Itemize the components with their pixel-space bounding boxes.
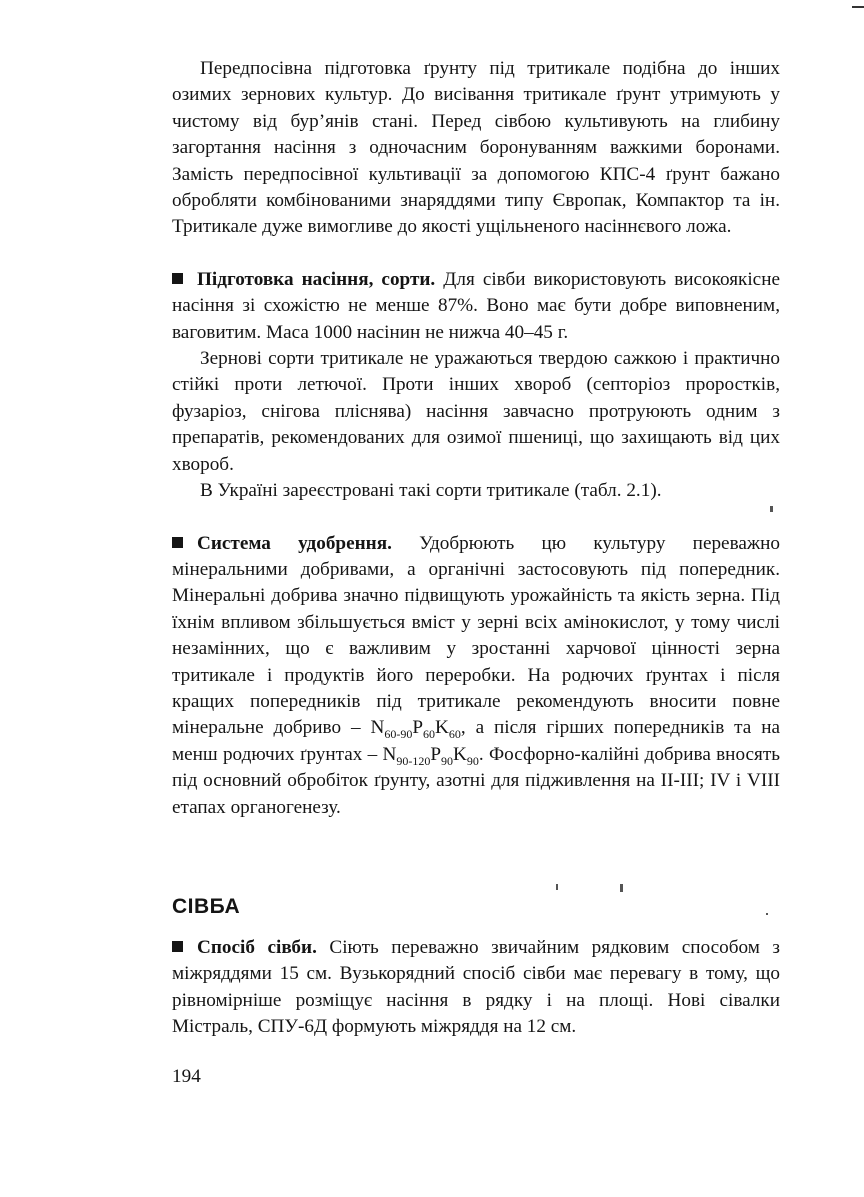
paragraph-body: Удобрюють цю культуру переважно мінеральними добривами, а органічні застосовують під попередник. Мінеральні добрива значно підвищують урожайність та якість зерна. Під їхнім впливом збільшується вміст у зерні всіх амінокислот, у тому числі незамінних, що є важливим у зростанні харчової цінності зерна тритикале і продуктів його переробки. На родючих ґрунтах і після кращих попередників під тритикале рекомендують вносити повне мінеральне добриво – <box>172 532 781 739</box>
paragraph-varieties: В Україні зареєстровані такі сорти тритикале (табл. 2.1). <box>200 480 662 502</box>
body-text <box>172 56 780 821</box>
paragraph-body: Сіють переважно звичайним рядковим способом з міжряддями 15 см. Вузькорядний спосіб сівби має перевагу в тому, що рівномірніше розміщує насіння в рядку і на площі. Нові сівалки Містраль, СПУ-6Д формують міжряддя на 12 см. <box>172 937 780 1038</box>
fertilizer-formula-2 <box>382 743 479 768</box>
formula-subscript: 90 <box>441 753 454 768</box>
fertilizer-formula-1 <box>370 717 461 742</box>
formula-subscript: 60 <box>423 727 435 742</box>
formula-subscript: 60-90 <box>384 727 413 742</box>
formula-subscript: 90 <box>466 753 479 768</box>
scan-edge-mark <box>852 6 864 8</box>
paragraph-disease-resistance: Зернові сорти тритикале не уражаються твердою сажкою і практично стійкі проти летючої. Проти інших хвороб (септоріоз проростків, фузаріоз, снігова пліснява) насіння завчасно протруюють одним з препаратів, рекомендованих для озимої пшениці, що захищають від цих хвороб. <box>172 348 780 475</box>
formula-symbol: N <box>370 717 385 739</box>
scan-speck <box>766 913 768 915</box>
formula-subscript: 60 <box>448 727 461 742</box>
formula-symbol: K <box>435 717 449 739</box>
paragraph-fertilization <box>172 531 780 821</box>
paragraph-body: Для сівби використовують високоякісне насіння зі схожістю не менше 87%. Воно має бути добре виповненим, ваговитим. Маса 1000 насінин не нижча 40–45 г. <box>172 268 780 343</box>
scan-speck <box>620 884 623 892</box>
square-bullet-icon <box>172 941 183 952</box>
paragraph-lead: Система удобрення. <box>197 532 392 554</box>
formula-symbol: P <box>412 717 423 739</box>
paragraph-soil-preparation: Передпосівна підготовка ґрунту під тритикале подібна до інших озимих зернових культур. До висівання тритикале ґрунт утримують у чистому від бур’янів стані. Перед сівбою культивують на глибину загортання насіння з одночасним боронуванням важкими боронами. Замість передпосівної культивації за допомогою КПС-4 ґрунт бажано обробляти комбінованими знаряддями типу Європак, Компактор та ін. Тритикале дуже вимогливе до якості ущільненого насіннєвого ложа. <box>172 58 780 238</box>
formula-symbol: P <box>430 743 442 765</box>
paragraph-body: , а після гірших попередників та на менш родючих ґрунтах – <box>172 717 780 765</box>
formula-symbol: K <box>453 743 467 765</box>
sowing-section <box>172 935 780 1041</box>
section-heading: СІВБА <box>172 895 241 918</box>
paragraph-body: . Фосфорно-калійні добрива вносять під основний обробіток ґрунту, азотні для підживлення на ІІ-ІІІ; IV і VIII етапах органогенезу. <box>172 743 780 818</box>
scan-speck <box>556 884 558 890</box>
paragraph-seed-preparation <box>172 267 780 346</box>
paragraph-sowing-method <box>172 935 780 1041</box>
paragraph-lead: Підготовка насіння, сорти. <box>197 268 436 290</box>
formula-subscript: 90-120 <box>396 753 431 768</box>
formula-symbol: N <box>382 743 397 765</box>
square-bullet-icon <box>172 273 183 284</box>
page-number: 194 <box>172 1066 201 1087</box>
paragraph-lead: Спосіб сівби. <box>197 937 317 958</box>
square-bullet-icon <box>172 537 183 548</box>
